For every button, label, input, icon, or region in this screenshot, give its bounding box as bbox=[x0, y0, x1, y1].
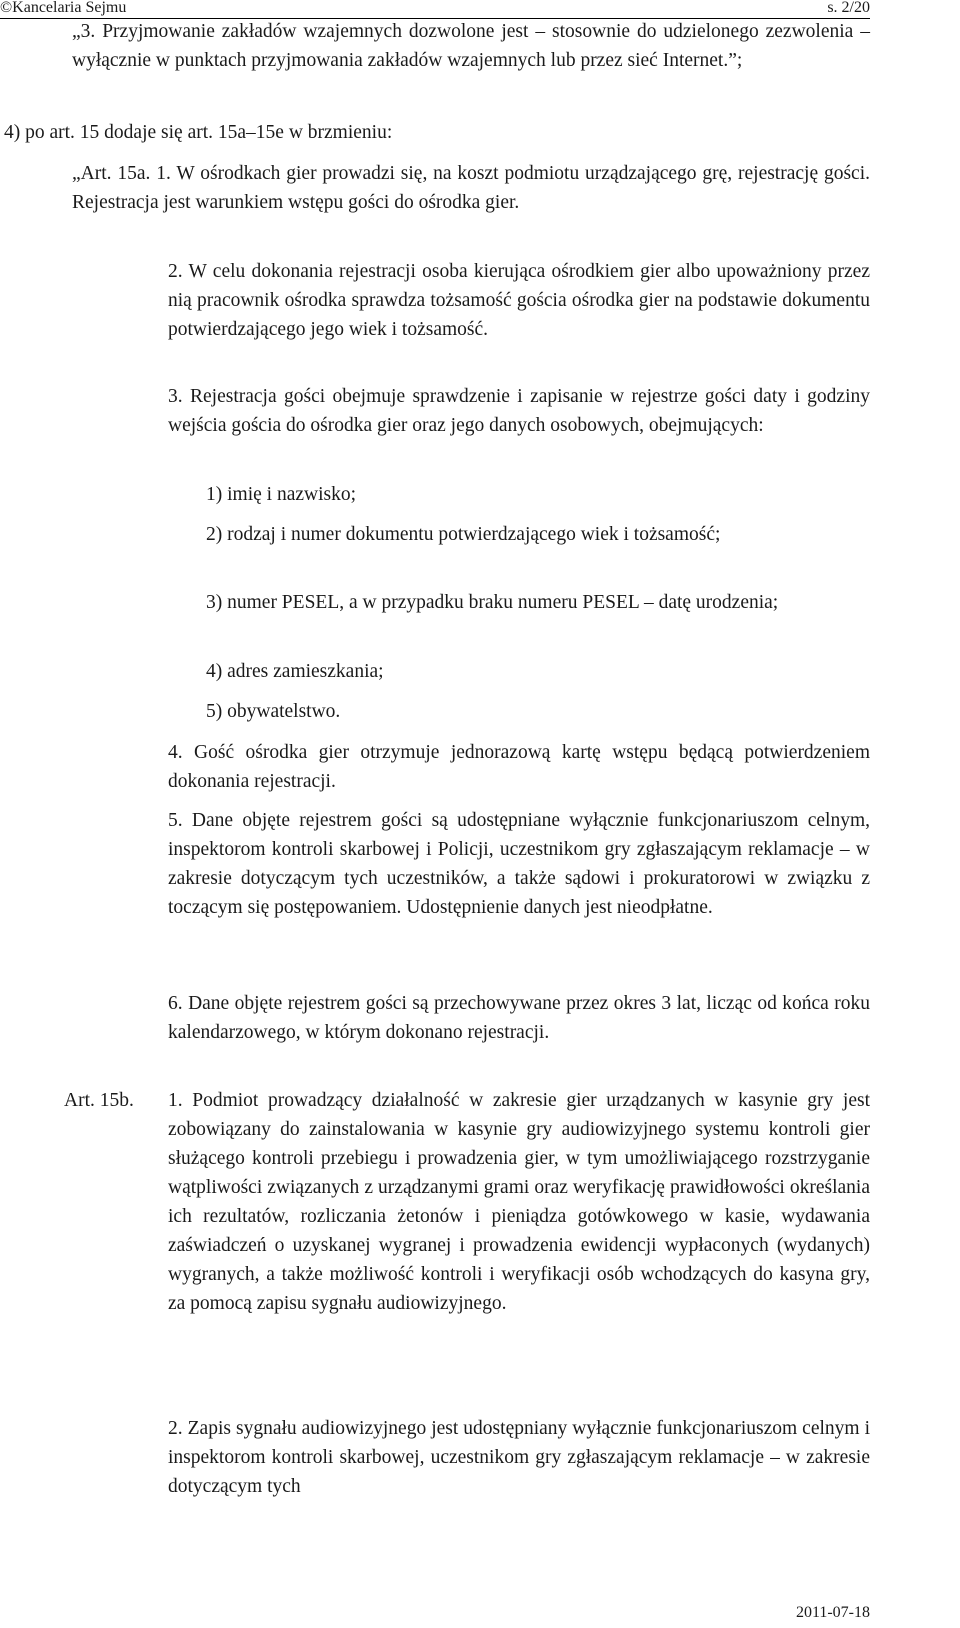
paragraph-3-intro: „3. Przyjmowanie zakładów wzajemnych dozwolone jest – stosownie do udzielonego zezwolenia – wyłącznie w punktach przyjmowania zakładów wzajemnych lub przez sieć Internet.”; bbox=[72, 21, 870, 71]
footer-date: 2011-07-18 bbox=[795, 1604, 870, 1621]
art15a-para-6: 6. Dane objęte rejestrem gości są przechowywane przez okres 3 lat, licząc od końca roku kalendarzowego, w którym dokonano rejestracji. bbox=[168, 993, 870, 1043]
page-number: s. 2/20 bbox=[827, 0, 870, 16]
art15a-para-1: „Art. 15a. 1. W ośrodkach gier prowadzi się, na koszt podmiotu urządzającego grę, rejestrację gości. Rejestracja jest warunkiem wstępu gości do ośrodka gier. bbox=[72, 163, 870, 213]
list-item-5: 5) obywatelstwo. bbox=[206, 701, 341, 722]
list-item-3: 3) numer PESEL, a w przypadku braku numeru PESEL – datę urodzenia; bbox=[206, 592, 779, 613]
art15b-para-1: 1. Podmiot prowadzący działalność w zakresie gier urządzanych w kasynie gry jest zobowiązany do zainstalowania w kasynie gry audiowizyjnego systemu kontroli gier służącego kontroli przebiegu i prowadzenia gier, w tym umożliwiającego rozstrzyganie wątpliwości związanych z urządzanymi grami oraz weryfikację prawidłowości określania ich rezultatów, rozliczania żetonów i pieniądza gotówkowego w kasie, wydawania zaświadczeń o uzyskanej wygranej i prowadzenia ewidencji wypłaconych (wydanych) wygranych, a także możliwość kontroli i weryfikacji osób wchodzących do kasyna gry, za pomocą zapisu sygnału audiowizyjnego. bbox=[168, 1090, 870, 1314]
item-4: 4) po art. 15 dodaje się art. 15a–15e w brzmieniu: bbox=[4, 122, 393, 143]
art15a-para-3: 3. Rejestracja gości obejmuje sprawdzenie i zapisanie w rejestrze gości daty i godziny wejścia gościa do ośrodka gier oraz jego danych osobowych, obejmujących: bbox=[168, 386, 870, 436]
list-item-2: 2) rodzaj i numer dokumentu potwierdzającego wiek i tożsamość; bbox=[206, 524, 721, 545]
list-item-1: 1) imię i nazwisko; bbox=[206, 484, 357, 505]
art15a-para-2: 2. W celu dokonania rejestracji osoba kierująca ośrodkiem gier albo upoważniony przez nią pracownik ośrodka sprawdza tożsamość gościa ośrodka gier na podstawie dokumentu potwierdzającego jego wiek i tożsamość. bbox=[168, 261, 870, 340]
art15a-para-5: 5. Dane objęte rejestrem gości są udostępniane wyłącznie funkcjonariuszom celnym, inspektorom kontroli skarbowej i Policji, uczestnikom gry zgłaszającym reklamacje – w zakresie dotyczącym tych uczestników, a także sądowi i prokuratorowi w związku z toczącym się postępowaniem. Udostępnienie danych jest nieodpłatne. bbox=[168, 810, 870, 918]
art15b-label: Art. 15b. bbox=[64, 1090, 134, 1111]
list-item-4: 4) adres zamieszkania; bbox=[206, 661, 384, 682]
copyright-label: ©Kancelaria Sejmu bbox=[0, 0, 127, 16]
art15b-para-2: 2. Zapis sygnału audiowizyjnego jest udostępniany wyłącznie funkcjonariuszom celnym i inspektorom kontroli skarbowej, uczestnikom gry zgłaszającym reklamacje – w zakresie dotyczącym tych bbox=[168, 1418, 870, 1497]
art15a-para-4: 4. Gość ośrodka gier otrzymuje jednorazową kartę wstępu będącą potwierdzeniem dokonania rejestracji. bbox=[168, 742, 870, 792]
